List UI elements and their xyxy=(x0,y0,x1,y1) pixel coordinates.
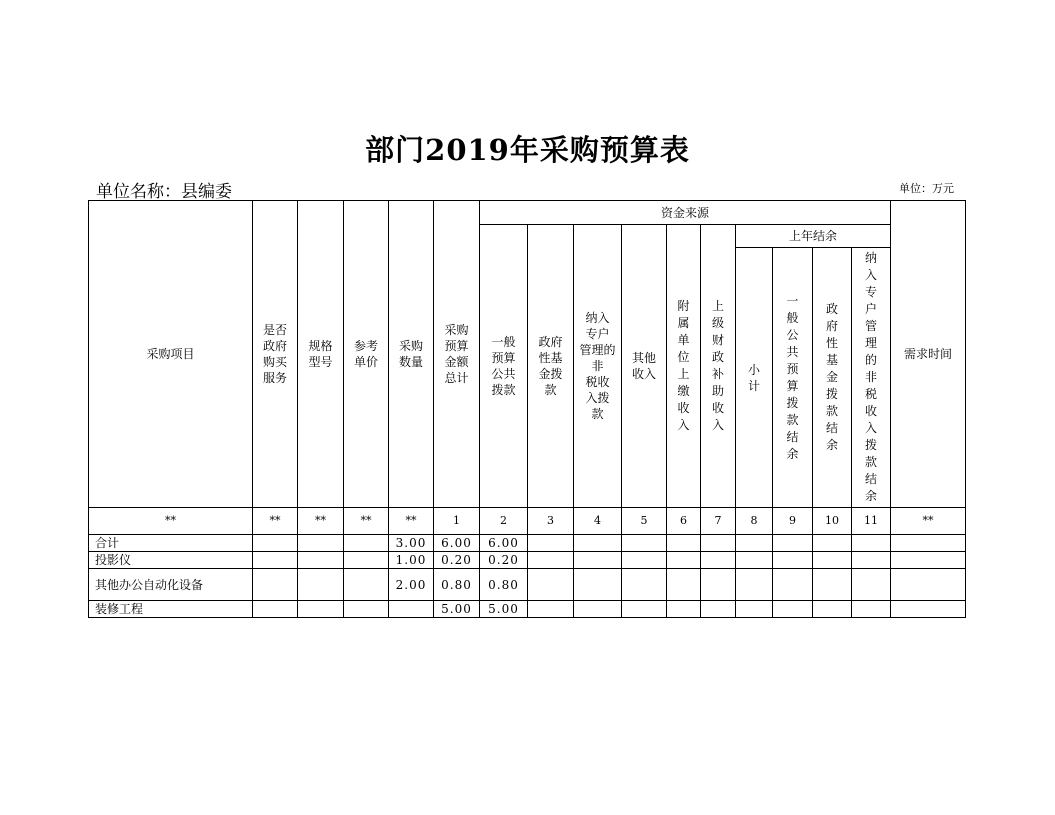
row-total: 0.20 xyxy=(434,552,480,569)
row-spec xyxy=(298,552,344,569)
row-c7 xyxy=(701,552,736,569)
row-price xyxy=(344,569,389,601)
currency-unit: 单位：万元 xyxy=(899,182,954,195)
header-bal-gov-fund: 政 府 性 基 金 拨 款 结 余 xyxy=(813,248,852,508)
row-c4 xyxy=(574,535,622,552)
row-name: 其他办公自动化设备 xyxy=(89,569,253,601)
row-c11 xyxy=(852,552,891,569)
row-name: 合计 xyxy=(89,535,253,552)
header-subtotal: 小 计 xyxy=(736,248,773,508)
row-c10 xyxy=(813,535,852,552)
row-time xyxy=(891,601,966,618)
table-row xyxy=(89,552,966,569)
header-affiliated: 附 属 单 位 上 缴 收 入 xyxy=(667,225,701,508)
row-c5 xyxy=(622,552,667,569)
index-cell: ** xyxy=(344,508,389,535)
index-cell: ** xyxy=(253,508,298,535)
header-project: 采购项目 xyxy=(89,201,253,508)
index-cell: 11 xyxy=(852,508,891,535)
row-c8 xyxy=(736,535,773,552)
row-c6 xyxy=(667,601,701,618)
row-gov xyxy=(253,535,298,552)
index-cell: ** xyxy=(891,508,966,535)
index-cell: 6 xyxy=(667,508,701,535)
row-gov xyxy=(253,552,298,569)
header-fund-source: 资金来源 xyxy=(480,201,891,225)
row-c5 xyxy=(622,535,667,552)
row-price xyxy=(344,535,389,552)
index-cell: ** xyxy=(89,508,253,535)
row-gov xyxy=(253,601,298,618)
index-cell: 2 xyxy=(480,508,528,535)
row-c6 xyxy=(667,552,701,569)
row-gov xyxy=(253,569,298,601)
row-price xyxy=(344,601,389,618)
header-budget-total: 采购 预算 金额 总计 xyxy=(434,201,480,508)
header-bal-general: 一 般 公 共 预 算 拨 款 结 余 xyxy=(773,248,813,508)
row-c4 xyxy=(574,552,622,569)
index-cell: 7 xyxy=(701,508,736,535)
row-general: 0.20 xyxy=(480,552,528,569)
row-c11 xyxy=(852,535,891,552)
row-c9 xyxy=(773,601,813,618)
row-c5 xyxy=(622,569,667,601)
row-c7 xyxy=(701,601,736,618)
header-other-income: 其他 收入 xyxy=(622,225,667,508)
row-total: 5.00 xyxy=(434,601,480,618)
header-spec: 规格 型号 xyxy=(298,201,344,508)
row-c9 xyxy=(773,535,813,552)
budget-table xyxy=(88,200,966,618)
header-demand-time: 需求时间 xyxy=(891,201,966,508)
row-spec xyxy=(298,569,344,601)
row-c10 xyxy=(813,569,852,601)
index-cell: ** xyxy=(298,508,344,535)
row-qty: 1.00 xyxy=(389,552,434,569)
row-total: 6.00 xyxy=(434,535,480,552)
index-cell: 8 xyxy=(736,508,773,535)
index-cell: ** xyxy=(389,508,434,535)
index-cell: 9 xyxy=(773,508,813,535)
row-c10 xyxy=(813,601,852,618)
header-gov-fund: 政府 性基 金拨 款 xyxy=(528,225,574,508)
row-c7 xyxy=(701,569,736,601)
index-cell: 3 xyxy=(528,508,574,535)
row-name: 装修工程 xyxy=(89,601,253,618)
row-c6 xyxy=(667,535,701,552)
row-c11 xyxy=(852,601,891,618)
row-c3 xyxy=(528,552,574,569)
header-gov-service: 是否 政府 购买 服务 xyxy=(253,201,298,508)
row-general: 0.80 xyxy=(480,569,528,601)
row-total: 0.80 xyxy=(434,569,480,601)
row-time xyxy=(891,569,966,601)
header-quantity: 采购 数量 xyxy=(389,201,434,508)
row-time xyxy=(891,552,966,569)
row-c8 xyxy=(736,552,773,569)
table-row xyxy=(89,601,966,618)
header-ref-price: 参考 单价 xyxy=(344,201,389,508)
row-general: 6.00 xyxy=(480,535,528,552)
row-time xyxy=(891,535,966,552)
row-c4 xyxy=(574,569,622,601)
row-price xyxy=(344,552,389,569)
row-c8 xyxy=(736,569,773,601)
row-c10 xyxy=(813,552,852,569)
row-qty: 2.00 xyxy=(389,569,434,601)
header-bal-nontax: 纳 入 专 户 管 理 的 非 税 收 入 拨 款 结 余 xyxy=(852,248,891,508)
row-c7 xyxy=(701,535,736,552)
unit-name: 单位名称：县编委 xyxy=(96,182,232,202)
row-c9 xyxy=(773,569,813,601)
row-spec xyxy=(298,601,344,618)
row-spec xyxy=(298,535,344,552)
index-cell: 5 xyxy=(622,508,667,535)
row-qty: 3.00 xyxy=(389,535,434,552)
index-cell: 4 xyxy=(574,508,622,535)
row-c3 xyxy=(528,569,574,601)
page-title: 部门2019年采购预算表 xyxy=(365,133,690,167)
header-general-public: 一般 预算 公共 拨款 xyxy=(480,225,528,508)
index-cell: 1 xyxy=(434,508,480,535)
header-last-year-balance: 上年结余 xyxy=(736,225,891,248)
row-c8 xyxy=(736,601,773,618)
row-c3 xyxy=(528,601,574,618)
table-row xyxy=(89,535,966,552)
row-c11 xyxy=(852,569,891,601)
row-c4 xyxy=(574,601,622,618)
row-qty xyxy=(389,601,434,618)
header-special-nontax: 纳入 专户 管理的非 税收 入拨 款 xyxy=(574,225,622,508)
header-superior-subsidy: 上 级 财 政 补 助 收 入 xyxy=(701,225,736,508)
row-c6 xyxy=(667,569,701,601)
row-name: 投影仪 xyxy=(89,552,253,569)
index-cell: 10 xyxy=(813,508,852,535)
row-general: 5.00 xyxy=(480,601,528,618)
row-c5 xyxy=(622,601,667,618)
table-row xyxy=(89,569,966,601)
row-c9 xyxy=(773,552,813,569)
row-c3 xyxy=(528,535,574,552)
